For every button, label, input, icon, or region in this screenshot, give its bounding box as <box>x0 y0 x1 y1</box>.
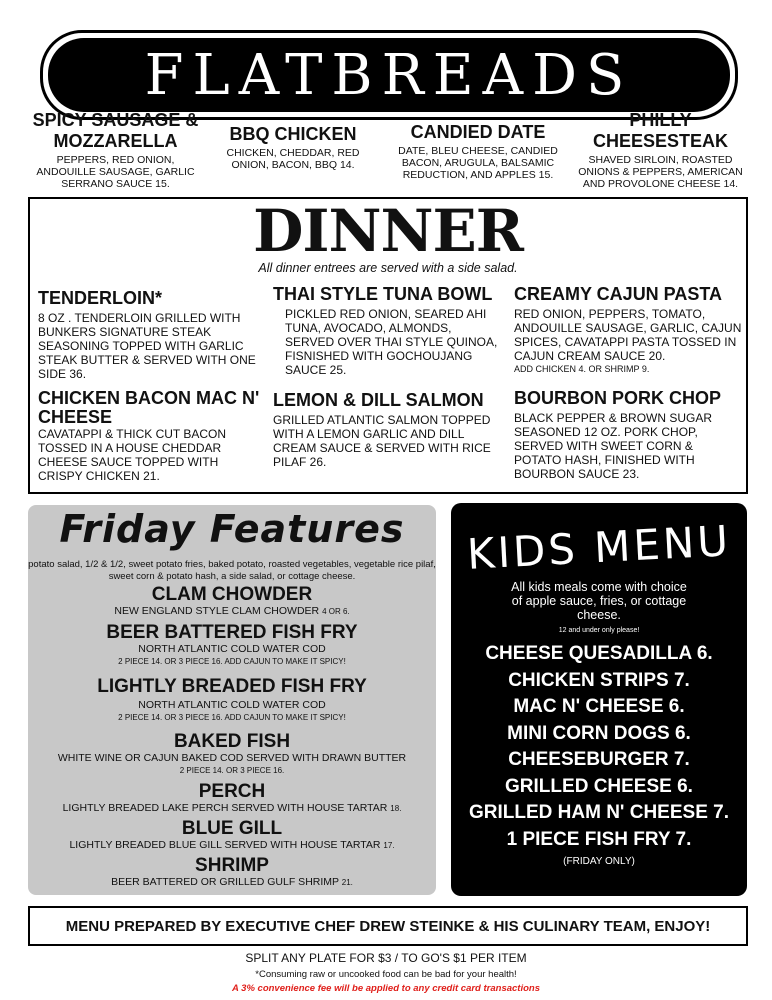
friday-item-name: BAKED FISH <box>173 731 291 752</box>
kids-menu-note: 12 and under only please! <box>558 627 640 634</box>
dinner-item-desc: CAVATAPPI & THICK CUT BACON TOSSED IN A HOUSE CHEDDAR CHEESE SAUCE TOPPED WITH CRISPY CHICKEN 21. <box>38 427 227 483</box>
friday-item-price: 4 OR 6. <box>322 607 350 616</box>
friday-item <box>28 782 436 815</box>
dinner-item-name: BOURBON PORK CHOP <box>514 388 722 408</box>
flatbread-name: CANDIED DATE <box>410 122 546 142</box>
flatbread-desc: SHAVED SIRLOIN, ROASTED ONIONS & PEPPERS, AMERICAN AND PROVOLONE CHEESE 14. <box>578 154 743 190</box>
friday-item-price: 17. <box>383 841 395 850</box>
friday-item-name: BLUE GILL <box>181 818 283 839</box>
friday-features-section <box>28 505 436 895</box>
dinner-item-name: LEMON & DILL SALMON <box>273 390 484 410</box>
kids-menu-section <box>451 503 747 896</box>
flatbread-item <box>573 110 748 190</box>
friday-item <box>28 856 436 889</box>
kids-menu-item: CHICKEN STRIPS 7. <box>508 669 690 691</box>
friday-item-price: 21. <box>341 878 353 887</box>
flatbread-name: BBQ CHICKEN <box>229 124 357 144</box>
dinner-section <box>28 197 748 494</box>
dinner-item <box>273 285 503 377</box>
friday-item-name: LIGHTLY BREADED FISH FRY <box>97 676 367 697</box>
flatbread-item <box>28 110 203 190</box>
friday-item-price: 18. <box>390 804 402 813</box>
flatbread-name: SPICY SAUSAGE & MOZZARELLA <box>32 110 199 151</box>
split-plate-note: SPLIT ANY PLATE FOR $3 / TO GO'S $1 PER ITEM <box>245 951 527 965</box>
dinner-title: DINNER <box>253 197 523 265</box>
dinner-item <box>514 285 742 375</box>
dinner-item-desc: PICKLED RED ONION, SEARED AHI TUNA, AVOCADO, ALMONDS, SERVED OVER THAI STYLE QUINOA, FISNISHED WITH GOCHOUJANG SAUCE 25. <box>285 307 498 377</box>
flatbreads-banner <box>40 30 738 120</box>
dinner-item-name: THAI STYLE TUNA BOWL <box>273 284 493 304</box>
kids-menu-item: GRILLED HAM N' CHEESE 7. <box>469 802 729 823</box>
dinner-item <box>38 389 263 483</box>
convenience-fee-note: A 3% convenience fee will be applied to any credit card transactions <box>232 983 540 994</box>
dinner-item-desc: RED ONION, PEPPERS, TOMATO, ANDOUILLE SAUSAGE, GARLIC, CAJUN SPICES, CAVATAPPI PASTA TOSSED IN CAJUN CREAM SAUCE 20. <box>514 307 742 363</box>
chef-banner <box>28 906 748 946</box>
dinner-item <box>38 289 263 381</box>
flatbreads-title: FLATBREADS <box>144 42 634 108</box>
friday-item-name: PERCH <box>198 781 266 802</box>
friday-item-desc: NORTH ATLANTIC COLD WATER COD <box>138 643 326 655</box>
friday-title: Friday Features <box>59 507 405 551</box>
dinner-item-name: CHICKEN BACON MAC N' CHEESE <box>38 388 260 427</box>
friday-item <box>28 677 436 723</box>
friday-item <box>28 585 436 618</box>
friday-item <box>28 732 436 776</box>
friday-item-desc: LIGHTLY BREADED BLUE GILL SERVED WITH HOUSE TARTAR <box>69 839 381 851</box>
flatbread-item <box>393 122 563 181</box>
dinner-item-desc: 8 OZ . TENDERLOIN GRILLED WITH BUNKERS SIGNATURE STEAK SEASONING TOPPED WITH GARLIC STEAK BUTTER & SERVED WITH ONE SIDE 36. <box>38 311 256 381</box>
friday-item <box>28 819 436 852</box>
friday-item-name: BEER BATTERED FISH FRY <box>106 622 358 643</box>
kids-menu-footnote: (FRIDAY ONLY) <box>563 856 635 867</box>
friday-item-name: CLAM CHOWDER <box>151 584 313 605</box>
friday-item-note: 2 PIECE 14. OR 3 PIECE 16. ADD CAJUN TO MAKE IT SPICY! <box>118 713 346 722</box>
friday-item-note: 2 PIECE 14. OR 3 PIECE 16. <box>179 766 285 775</box>
kids-menu-list <box>451 641 747 853</box>
chef-text: MENU PREPARED BY EXECUTIVE CHEF DREW STEINKE & HIS CULINARY TEAM, ENJOY! <box>65 917 711 935</box>
kids-menu-item: MINI CORN DOGS 6. <box>507 722 691 744</box>
kids-menu-item: MAC N' CHEESE 6. <box>513 696 685 717</box>
dinner-item-note: ADD CHICKEN 4. OR SHRIMP 9. <box>514 364 650 374</box>
friday-item-name: SHRIMP <box>195 855 269 876</box>
raw-food-warning: *Consuming raw or uncooked food can be bad for your health! <box>255 969 517 980</box>
kids-menu-item: 1 PIECE FISH FRY 7. <box>506 828 692 850</box>
friday-item-desc: NEW ENGLAND STYLE CLAM CHOWDER <box>114 605 320 617</box>
friday-item-desc: BEER BATTERED OR GRILLED GULF SHRIMP <box>111 876 339 888</box>
dinner-item-name: CREAMY CAJUN PASTA <box>514 284 723 304</box>
flatbread-item <box>223 124 363 171</box>
dinner-item-desc: BLACK PEPPER & BROWN SUGAR SEASONED 12 OZ. PORK CHOP, SERVED WITH SWEET CORN & POTATO HASH, FINISHED WITH BOURBON SAUCE 23. <box>514 411 713 481</box>
kids-menu-item: GRILLED CHEESE 6. <box>505 775 693 797</box>
dinner-subtitle: All dinner entrees are served with a side salad. <box>258 261 518 275</box>
dinner-item <box>514 389 742 481</box>
friday-intro: potato salad, 1/2 & 1/2, sweet potato fries, baked potato, roasted vegetables, vegetable rice pilaf, sweet corn & potato hash, a side salad, or cottage cheese. <box>28 559 436 582</box>
flatbread-desc: DATE, BLEU CHEESE, CANDIED BACON, ARUGULA, BALSAMIC REDUCTION, AND APPLES 15. <box>398 145 558 181</box>
kids-menu-title: KIDS MENU <box>465 516 733 579</box>
dinner-item-desc: GRILLED ATLANTIC SALMON TOPPED WITH A LEMON GARLIC AND DILL CREAM SAUCE & SERVED WITH RICE PILAF 26. <box>273 413 491 469</box>
flatbread-desc: CHICKEN, CHEDDAR, RED ONION, BACON, BBQ 14. <box>226 147 360 171</box>
friday-item-desc: NORTH ATLANTIC COLD WATER COD <box>138 699 326 711</box>
friday-item-desc: LIGHTLY BREADED LAKE PERCH SERVED WITH HOUSE TARTAR <box>62 802 388 814</box>
friday-item-desc: WHITE WINE OR CAJUN BAKED COD SERVED WITH DRAWN BUTTER <box>57 752 407 764</box>
kids-menu-item: CHEESEBURGER 7. <box>508 749 690 770</box>
dinner-item <box>273 391 503 469</box>
kids-menu-item: CHEESE QUESADILLA 6. <box>485 643 713 664</box>
dinner-item-name: TENDERLOIN* <box>38 288 163 308</box>
friday-item-note: 2 PIECE 14. OR 3 PIECE 16. ADD CAJUN TO MAKE IT SPICY! <box>118 657 346 666</box>
flatbreads-items <box>28 110 748 195</box>
friday-item <box>28 623 436 667</box>
flatbread-desc: PEPPERS, RED ONION, ANDOUILLE SAUSAGE, GARLIC SERRANO SAUCE 15. <box>36 154 195 190</box>
kids-menu-intro: All kids meals come with choice of apple sauce, fries, or cottage cheese. <box>511 580 687 622</box>
flatbreads-banner-fill <box>48 38 730 112</box>
flatbread-name: PHILLY CHEESESTEAK <box>592 110 729 151</box>
